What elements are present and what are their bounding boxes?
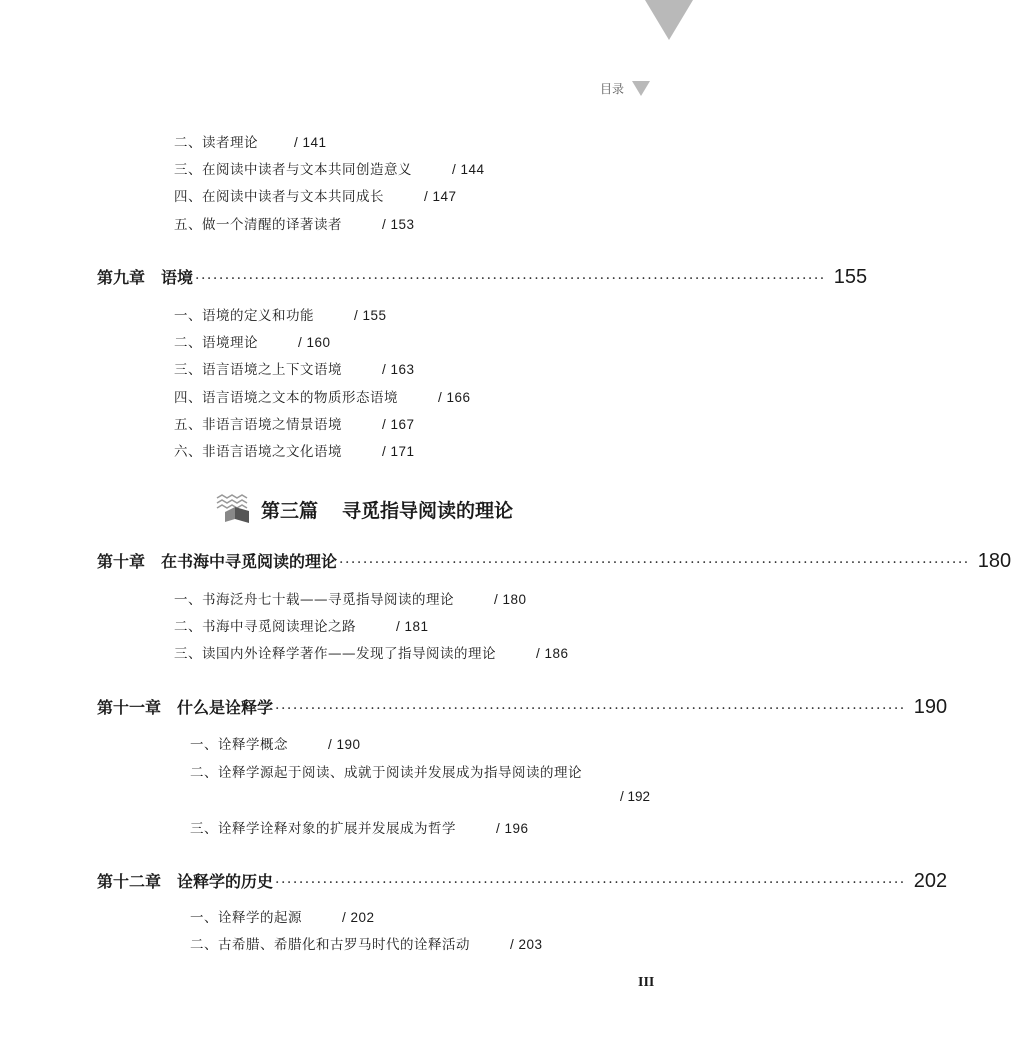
toc-entry-page: / 155 (354, 308, 387, 323)
toc-entry-page: / 203 (510, 937, 543, 952)
chapter-entry-12[interactable] (97, 869, 948, 893)
part-heading (215, 494, 513, 524)
chapter-title: 在书海中寻觅阅读的理论 (161, 552, 338, 571)
toc-entry[interactable] (174, 358, 415, 378)
toc-entry-title: 三、语言语境之上下文语境 (174, 362, 342, 378)
toc-entry[interactable] (174, 615, 429, 635)
toc-entry-page: / 153 (382, 217, 415, 232)
toc-entry[interactable] (174, 185, 457, 205)
book-wave-icon (215, 494, 251, 524)
toc-entry-title: 一、书海泛舟七十载——寻觅指导阅读的理论 (174, 592, 454, 608)
toc-entry-page: / 196 (496, 821, 529, 836)
chapter-page: 190 (913, 696, 948, 718)
toc-entry-title: 二、诠释学源起于阅读、成就于阅读并发展成为指导阅读的理论 (190, 765, 582, 781)
toc-entry-page: / 163 (382, 362, 415, 377)
toc-entry-title: 六、非语言语境之文化语境 (174, 444, 342, 460)
toc-entry-title: 五、非语言语境之情景语境 (174, 417, 342, 433)
chapter-entry-10[interactable] (97, 549, 1011, 573)
toc-entry-page: / 171 (382, 444, 415, 459)
toc-entry-page: / 180 (494, 592, 527, 607)
toc-entry-page: / 192 (619, 789, 650, 804)
dot-leader: ·········································································································· (275, 701, 906, 717)
toc-entry[interactable] (190, 933, 543, 953)
chapter-label: 第十二章 (97, 872, 162, 891)
toc-entry[interactable] (174, 213, 415, 233)
part-label: 第三篇 (261, 499, 319, 522)
part-title: 寻觅指导阅读的理论 (342, 499, 514, 522)
chapter-entry-11[interactable] (97, 695, 948, 719)
toc-entry-title: 二、读者理论 (174, 135, 258, 151)
toc-entry-page: / 160 (298, 335, 331, 350)
toc-entry-title: 三、诠释学诠释对象的扩展并发展成为哲学 (190, 821, 456, 837)
toc-entry-title: 二、语境理论 (174, 335, 258, 351)
toc-entry-title: 一、诠释学的起源 (190, 910, 302, 926)
dot-leader: ·········································································································· (195, 271, 826, 287)
running-head (600, 78, 650, 98)
toc-entry-title: 一、语境的定义和功能 (174, 308, 314, 324)
toc-entry[interactable] (190, 733, 361, 753)
toc-entry-page: / 186 (536, 646, 569, 661)
chapter-page: 155 (833, 266, 868, 288)
toc-entry-title: 三、读国内外诠释学著作——发现了指导阅读的理论 (174, 646, 496, 662)
toc-entry-title: 三、在阅读中读者与文本共同创造意义 (174, 162, 412, 178)
chapter-title: 语境 (161, 268, 194, 287)
toc-entry[interactable] (174, 131, 327, 151)
toc-entry[interactable] (190, 817, 529, 837)
toc-entry-title: 二、书海中寻觅阅读理论之路 (174, 619, 356, 635)
toc-entry-page: / 167 (382, 417, 415, 432)
toc-entry[interactable] (174, 440, 415, 460)
toc-entry-page: / 144 (452, 162, 485, 177)
running-head-text: 目录 (600, 81, 625, 96)
toc-entry[interactable] (174, 413, 415, 433)
toc-entry[interactable] (190, 761, 582, 781)
chapter-label: 第九章 (97, 268, 146, 287)
toc-entry[interactable] (174, 386, 471, 406)
dot-leader: ·········································································································· (275, 875, 906, 891)
toc-entry[interactable] (174, 304, 387, 324)
toc-entry-page: / 190 (328, 737, 361, 752)
corner-triangle-decoration (645, 0, 693, 40)
toc-entry-page: / 166 (438, 390, 471, 405)
page-number: III (638, 975, 655, 990)
toc-entry-page: / 141 (294, 135, 327, 150)
triangle-icon (632, 81, 650, 96)
toc-entry-page: / 202 (342, 910, 375, 925)
toc-entry-page: / 181 (396, 619, 429, 634)
toc-entry[interactable] (174, 158, 485, 178)
toc-entry-title: 一、诠释学概念 (190, 737, 288, 753)
chapter-title: 什么是诠释学 (177, 698, 274, 717)
chapter-title: 诠释学的历史 (177, 872, 274, 891)
toc-entry[interactable] (174, 588, 527, 608)
dot-leader: ·········································································································· (339, 555, 970, 571)
toc-entry-title: 四、语言语境之文本的物质形态语境 (174, 390, 398, 406)
toc-entry-title: 五、做一个清醒的译著读者 (174, 217, 342, 233)
chapter-label: 第十一章 (97, 698, 162, 717)
toc-entry-title: 二、古希腊、希腊化和古罗马时代的诠释活动 (190, 937, 470, 953)
toc-entry-page: / 147 (424, 189, 457, 204)
chapter-entry-9[interactable] (97, 265, 868, 289)
toc-entry[interactable] (174, 331, 331, 351)
chapter-page: 180 (977, 550, 1011, 572)
chapter-label: 第十章 (97, 552, 146, 571)
toc-entry[interactable] (190, 906, 375, 926)
toc-entry[interactable] (174, 642, 569, 662)
toc-entry-title: 四、在阅读中读者与文本共同成长 (174, 189, 384, 205)
chapter-page: 202 (913, 870, 948, 892)
